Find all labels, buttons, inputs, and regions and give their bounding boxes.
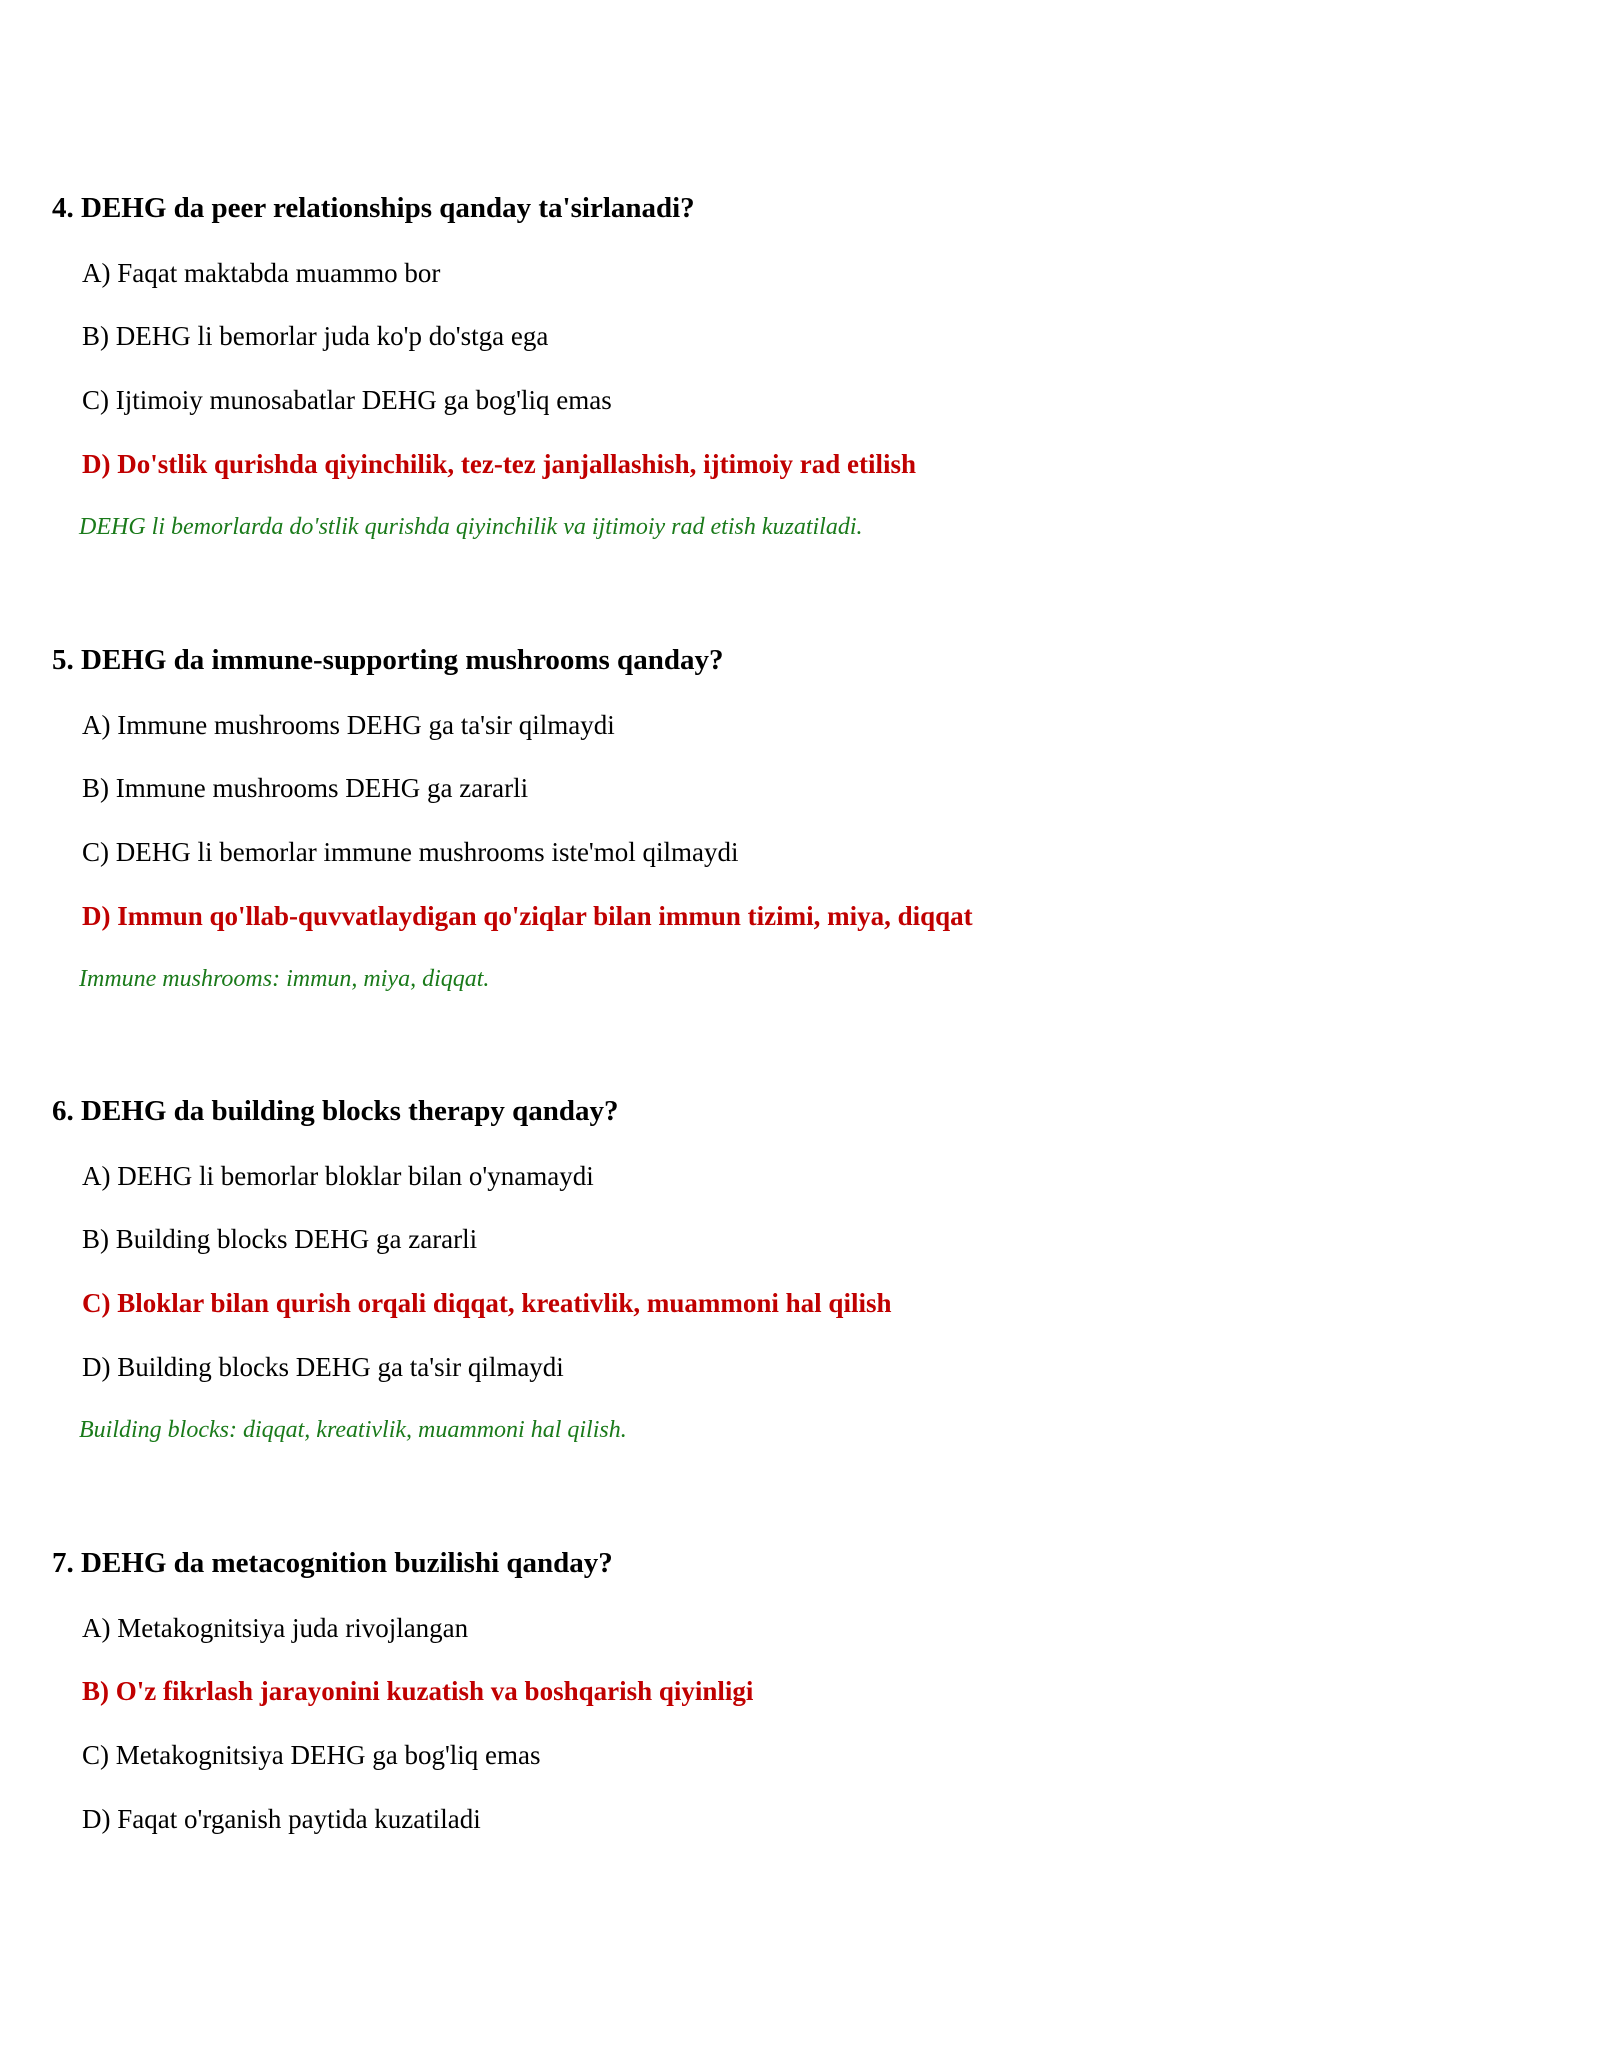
- option-a: A) Faqat maktabda muammo bor: [82, 258, 441, 288]
- option-b: B) Immune mushrooms DEHG ga zararli: [82, 773, 529, 803]
- option-a: A) Immune mushrooms DEHG ga ta'sir qilmaydi: [82, 710, 615, 740]
- option-b: B) Building blocks DEHG ga zararli: [82, 1224, 478, 1254]
- option-c: C) DEHG li bemorlar immune mushrooms iste'mol qilmaydi: [82, 837, 739, 867]
- option-c: C) Metakognitsiya DEHG ga bog'liq emas: [82, 1740, 541, 1770]
- explanation: Immune mushrooms: immun, miya, diqqat.: [79, 966, 490, 992]
- option-a: A) Metakognitsiya juda rivojlangan: [82, 1613, 469, 1643]
- option-d: D) Building blocks DEHG ga ta'sir qilmaydi: [82, 1352, 564, 1382]
- option-b: B) DEHG li bemorlar juda ko'p do'stga ega: [82, 321, 549, 351]
- option-d: D) Faqat o'rganish paytida kuzatiladi: [82, 1804, 481, 1834]
- option-b-correct: B) O'z fikrlash jarayonini kuzatish va boshqarish qiyinligi: [82, 1676, 754, 1706]
- option-c: C) Ijtimoiy munosabatlar DEHG ga bog'liq emas: [82, 385, 612, 415]
- option-d-correct: D) Do'stlik qurishda qiyinchilik, tez-tez janjallashish, ijtimoiy rad etilish: [82, 449, 917, 479]
- question-title: 4. DEHG da peer relationships qanday ta'sirlanadi?: [52, 192, 695, 224]
- explanation: DEHG li bemorlarda do'stlik qurishda qiyinchilik va ijtimoiy rad etish kuzatiladi.: [79, 514, 863, 540]
- option-d-correct: D) Immun qo'llab-quvvatlaydigan qo'ziqlar bilan immun tizimi, miya, diqqat: [82, 901, 973, 931]
- question-title: 7. DEHG da metacognition buzilishi qanday?: [52, 1547, 613, 1579]
- option-a: A) DEHG li bemorlar bloklar bilan o'ynamaydi: [82, 1161, 594, 1191]
- option-c-correct: C) Bloklar bilan qurish orqali diqqat, kreativlik, muammoni hal qilish: [82, 1288, 892, 1318]
- question-title: 5. DEHG da immune-supporting mushrooms qanday?: [52, 644, 724, 676]
- question-title: 6. DEHG da building blocks therapy qanday?: [52, 1095, 619, 1127]
- explanation: Building blocks: diqqat, kreativlik, muammoni hal qilish.: [79, 1417, 627, 1443]
